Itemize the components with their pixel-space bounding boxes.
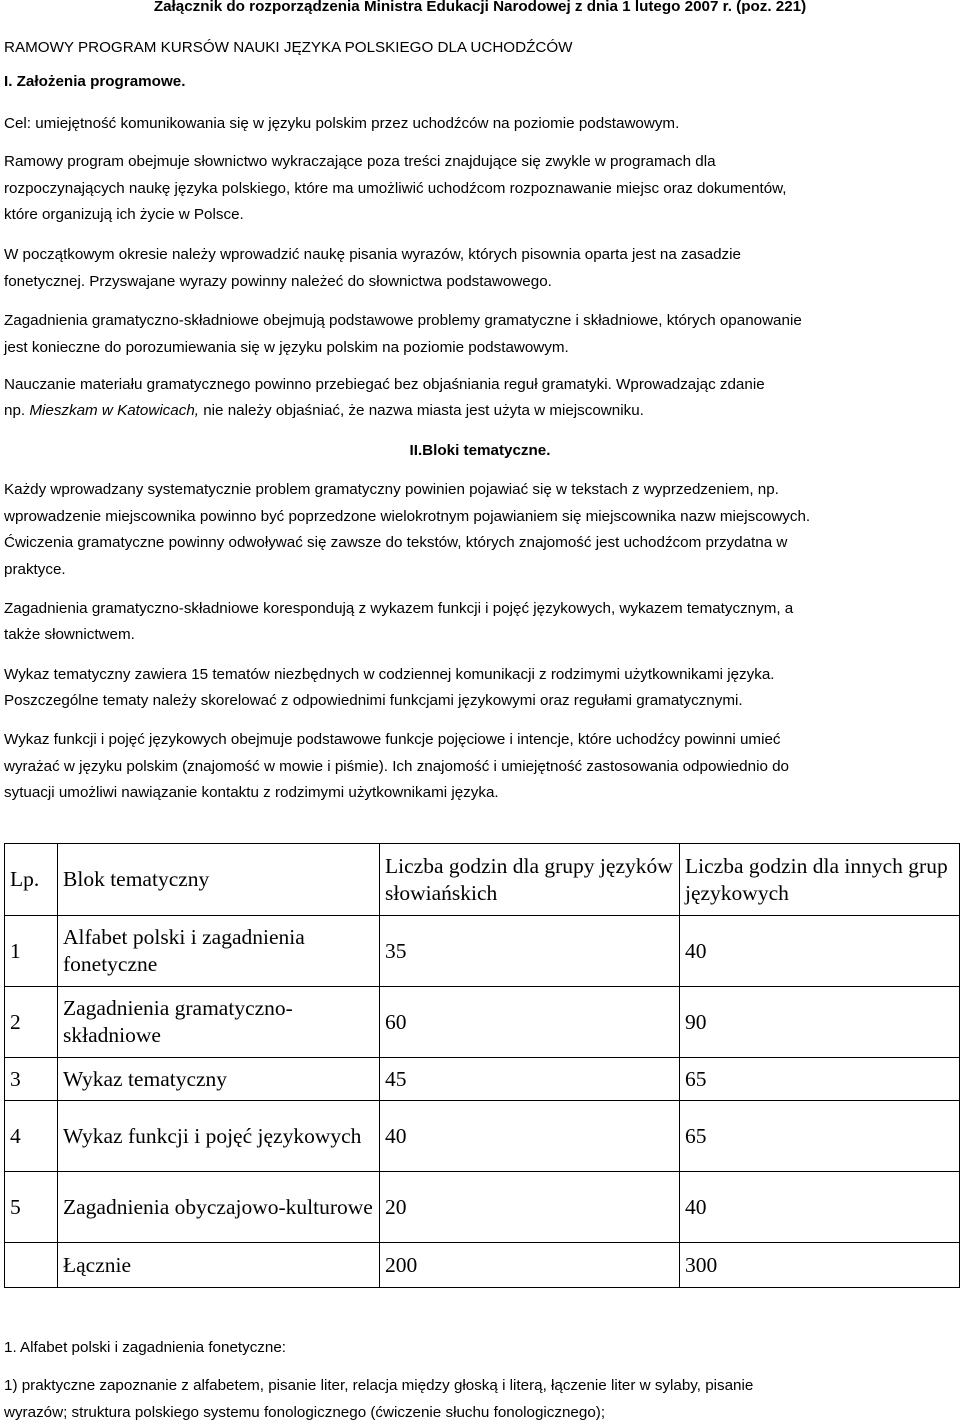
row-number: 5	[5, 1172, 58, 1243]
row-number: 1	[5, 916, 58, 987]
block-name: Zagadnienia obyczajowo-kulturowe	[58, 1172, 380, 1243]
hours-slavic: 45	[380, 1058, 680, 1101]
example-sentence: Mieszkam w Katowicach,	[29, 402, 199, 419]
hours-other: 90	[680, 987, 960, 1058]
column-header: Liczba godzin dla innych grup językowych	[680, 844, 960, 916]
block-name: Wykaz funkcji i pojęć językowych	[58, 1101, 380, 1172]
text-line	[4, 398, 644, 424]
text-line: Ramowy program obejmuje słownictwo wykraczające poza treści znajdujące się zwykle w programach dla	[4, 153, 716, 170]
table-row	[5, 987, 960, 1058]
hours-table	[4, 843, 960, 1288]
column-header: Blok tematyczny	[58, 844, 380, 916]
document-header: Załącznik do rozporządzenia Ministra Edukacji Narodowej z dnia 1 lutego 2007 r. (poz. 221)	[153, 0, 807, 15]
text-line: Każdy wprowadzany systematycznie problem gramatyczny powinien pojawiać się w tekstach z wyprzedzeniem, np.	[4, 481, 779, 498]
text-line: Nauczanie materiału gramatycznego powinno przebiegać bez objaśniania reguł gramatyki. Wprowadzając zdanie	[4, 376, 765, 393]
hours-slavic: 35	[380, 916, 680, 987]
row-number: 3	[5, 1058, 58, 1101]
text-line: Zagadnienia gramatyczno-składniowe korespondują z wykazem funkcji i pojęć językowych, wykazem tematycznym, a	[4, 600, 794, 617]
text-line: wprowadzenie miejscownika powinno być poprzedzone wielokrotnym pojawianiem się miejscownika nazw miejscowych.	[4, 508, 811, 525]
text-line: 1) praktyczne zapoznanie z alfabetem, pisanie liter, relacja między głoską i literą, łączenie liter w sylaby, pisanie	[4, 1377, 754, 1394]
block-name: Wykaz tematyczny	[58, 1058, 380, 1101]
text-line: fonetycznej. Przyswajane wyrazy powinny należeć do słownictwa podstawowego.	[4, 273, 552, 290]
column-header: Lp.	[5, 844, 58, 916]
row-number: 2	[5, 987, 58, 1058]
table-header-row	[5, 844, 960, 916]
text-line: Zagadnienia gramatyczno-składniowe obejmują podstawowe problemy gramatyczne i składniowe, których opanowanie	[4, 312, 802, 329]
text-fragment: np.	[4, 402, 30, 419]
block-name: Zagadnienia gramatyczno-składniowe	[58, 987, 380, 1058]
total-label: Łącznie	[58, 1243, 380, 1288]
text-line: Wykaz funkcji i pojęć językowych obejmuje podstawowe funkcje pojęciowe i intencje, które uchodźcy powinni umieć	[4, 731, 781, 748]
column-header: Liczba godzin dla grupy języków słowiańskich	[380, 844, 680, 916]
hours-other: 65	[680, 1101, 960, 1172]
text-line: W początkowym okresie należy wprowadzić naukę pisania wyrazów, których pisownia oparta jest na zasadzie	[4, 246, 741, 263]
hours-slavic: 40	[380, 1101, 680, 1172]
hours-other: 65	[680, 1058, 960, 1101]
total-other: 300	[680, 1243, 960, 1288]
text-line: jest konieczne do porozumiewania się w języku polskim na poziomie podstawowym.	[4, 339, 569, 356]
subsection-heading: 1. Alfabet polski i zagadnienia fonetyczne:	[4, 1339, 286, 1356]
text-fragment: nie należy objaśniać, że nazwa miasta jest użyta w miejscowniku.	[199, 402, 644, 419]
text-line: wyrazów; struktura polskiego systemu fonologicznego (ćwiczenie słuchu fonologicznego);	[4, 1404, 606, 1421]
table-row	[5, 1058, 960, 1101]
section-heading: II.Bloki tematyczne.	[409, 442, 551, 459]
text-line: wyrażać w języku polskim (znajomość w mowie i piśmie). Ich znajomość i umiejętność zastosowania odpowiednio do	[4, 758, 790, 775]
text-line: także słownictwem.	[4, 626, 135, 643]
text-line: praktyce.	[4, 561, 66, 578]
text-line: Poszczególne tematy należy skorelować z odpowiednimi funkcjami językowymi oraz regułami gramatycznymi.	[4, 692, 743, 709]
hours-other: 40	[680, 916, 960, 987]
hours-slavic: 20	[380, 1172, 680, 1243]
hours-other: 40	[680, 1172, 960, 1243]
text-line: Ćwiczenia gramatyczne powinny odwoływać się zawsze do tekstów, których znajomość jest uchodźcom przydatna w	[4, 534, 788, 551]
program-title: RAMOWY PROGRAM KURSÓW NAUKI JĘZYKA POLSKIEGO DLA UCHODŹCÓW	[4, 39, 573, 56]
total-slavic: 200	[380, 1243, 680, 1288]
text-line: sytuacji umożliwi nawiązanie kontaktu z rodzimymi użytkownikami języka.	[4, 784, 499, 801]
empty-cell	[5, 1243, 58, 1288]
table-total-row	[5, 1243, 960, 1288]
table-row	[5, 1172, 960, 1243]
table-row	[5, 1101, 960, 1172]
text-line: Wykaz tematyczny zawiera 15 tematów niezbędnych w codziennej komunikacji z rodzimymi użytkownikami języka.	[4, 666, 775, 683]
goal-line: Cel: umiejętność komunikowania się w języku polskim przez uchodźców na poziomie podstawowym.	[4, 115, 680, 132]
section-heading: I. Założenia programowe.	[4, 73, 186, 90]
text-line: które organizują ich życie w Polsce.	[4, 206, 244, 223]
hours-slavic: 60	[380, 987, 680, 1058]
table-row	[5, 916, 960, 987]
block-name: Alfabet polski i zagadnienia fonetyczne	[58, 916, 380, 987]
row-number: 4	[5, 1101, 58, 1172]
text-line: rozpoczynających naukę języka polskiego, które ma umożliwić uchodźcom rozpoznawanie miejsc oraz dokumentów,	[4, 180, 787, 197]
